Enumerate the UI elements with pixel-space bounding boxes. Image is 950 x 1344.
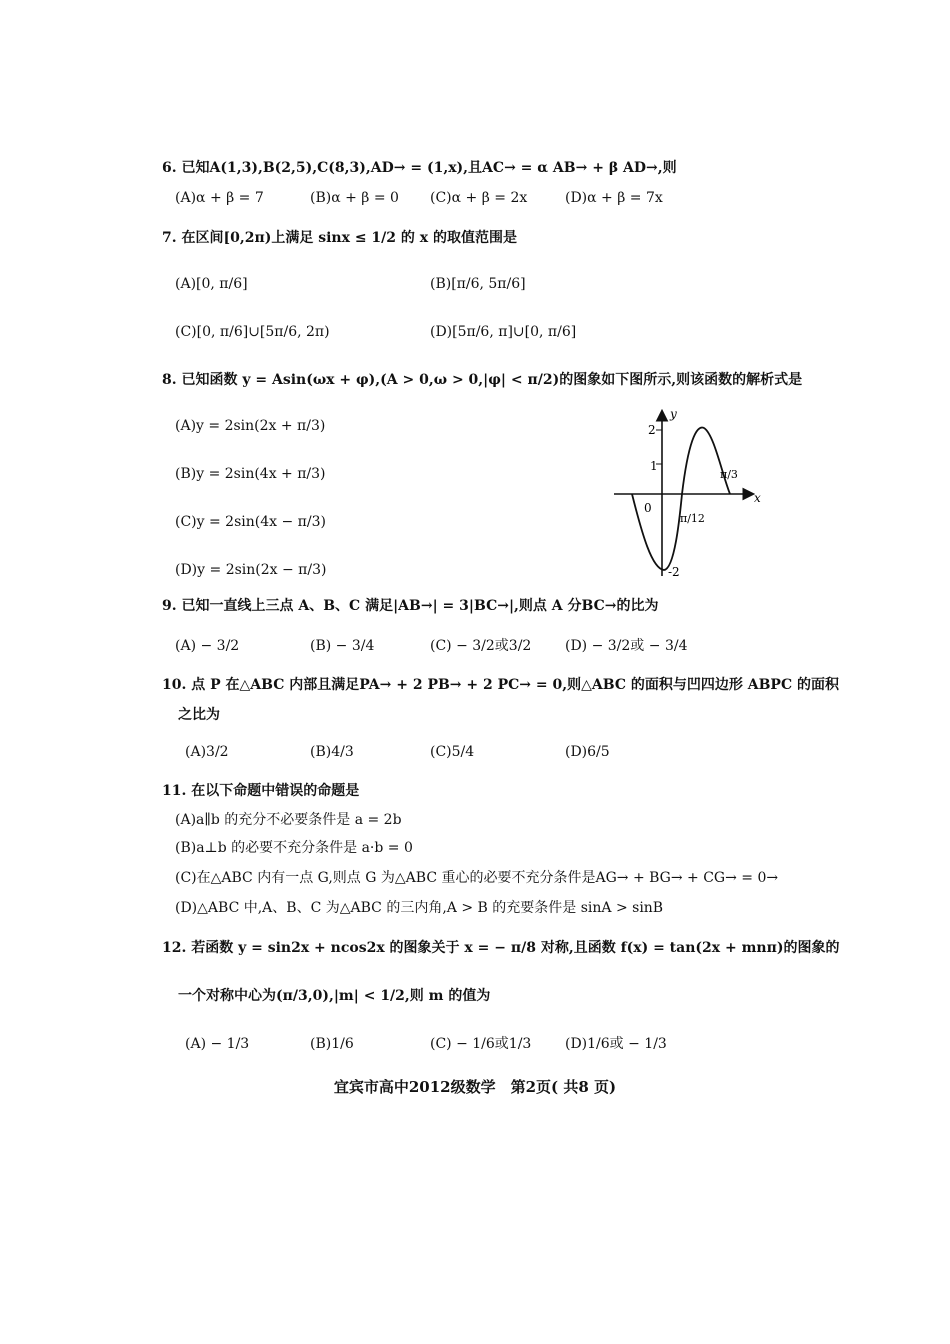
question-6-option-d: (D)α + β = 7x — [565, 190, 663, 206]
question-11-option-b: (B)a⊥b 的必要不充分条件是 a·b = 0 — [175, 840, 413, 856]
sine-curve — [632, 428, 730, 570]
question-10-option-d: (D)6/5 — [565, 744, 610, 760]
question-6-option-b: (B)α + β = 0 — [310, 190, 399, 206]
question-8-stem: 8. 已知函数 y = Asin(ωx + φ),(A > 0,ω > 0,|φ| < π/2)的图象如下图所示,则该函数的解析式是 — [162, 372, 803, 388]
sine-graph — [612, 404, 772, 584]
question-10-stem: 10. 点 P 在△ABC 内部且满足PA→ + 2 PB→ + 2 PC→ = 0,则△ABC 的面积与凹四边形 ABPC 的面积 — [162, 677, 839, 693]
question-9-option-b: (B) − 3/4 — [310, 638, 375, 654]
question-12-option-b: (B)1/6 — [310, 1036, 354, 1052]
question-6-option-c: (C)α + β = 2x — [430, 190, 528, 206]
question-11-option-c: (C)在△ABC 内有一点 G,则点 G 为△ABC 重心的必要不充分条件是AG→ + BG→ + CG→ = 0→ — [175, 870, 779, 886]
question-10-option-a: (A)3/2 — [185, 744, 229, 760]
question-6-option-a: (A)α + β = 7 — [175, 190, 264, 206]
question-8-option-a: (A)y = 2sin(2x + π/3) — [175, 418, 326, 434]
question-11-stem: 11. 在以下命题中错误的命题是 — [162, 783, 360, 799]
y-axis-label: y — [670, 407, 677, 421]
question-8-option-b: (B)y = 2sin(4x + π/3) — [175, 466, 326, 482]
question-9-option-a: (A) − 3/2 — [175, 638, 240, 654]
tick-label-1: 1 — [650, 459, 658, 473]
page-footer: 宜宾市高中2012级数学 第2页( 共8 页) — [333, 1078, 617, 1096]
question-6-stem: 6. 已知A(1,3),B(2,5),C(8,3),AD→ = (1,x),且AC→ = α AB→ + β AD→,则 — [162, 160, 677, 176]
origin-label: 0 — [644, 501, 652, 515]
question-10-stem-continued: 之比为 — [178, 707, 220, 723]
question-7-option-b: (B)[π/6, 5π/6] — [430, 276, 526, 292]
question-11-option-d: (D)△ABC 中,A、B、C 为△ABC 的三内角,A > B 的充要条件是 sinA > sinB — [175, 900, 664, 916]
question-12-stem: 12. 若函数 y = sin2x + ncos2x 的图象关于 x = − π/8 对称,且函数 f(x) = tan(2x + mnπ)的图象的 — [162, 940, 840, 956]
question-9-option-d: (D) − 3/2或 − 3/4 — [565, 638, 688, 654]
question-12-option-a: (A) − 1/3 — [185, 1036, 250, 1052]
question-9-option-c: (C) − 3/2或3/2 — [430, 638, 532, 654]
question-8-option-c: (C)y = 2sin(4x − π/3) — [175, 514, 326, 530]
question-7-stem: 7. 在区间[0,2π)上满足 sinx ≤ 1/2 的 x 的取值范围是 — [162, 230, 517, 246]
question-11-option-a: (A)a∥b 的充分不必要条件是 a = 2b — [175, 812, 402, 828]
question-8-option-d: (D)y = 2sin(2x − π/3) — [175, 562, 327, 578]
question-7-option-a: (A)[0, π/6] — [175, 276, 248, 292]
question-12-stem-continued: 一个对称中心为(π/3,0),|m| < 1/2,则 m 的值为 — [178, 988, 491, 1004]
question-7-option-c: (C)[0, π/6]∪[5π/6, 2π) — [175, 324, 330, 340]
tick-label-neg2: -2 — [668, 565, 680, 579]
mark-pi-over-12: π/12 — [680, 512, 705, 525]
x-axis-label: x — [754, 491, 761, 505]
question-7-option-d: (D)[5π/6, π]∪[0, π/6] — [430, 324, 577, 340]
question-10-option-b: (B)4/3 — [310, 744, 354, 760]
mark-pi-over-3: π/3 — [720, 468, 738, 481]
question-9-stem: 9. 已知一直线上三点 A、B、C 满足|AB→| = 3|BC→|,则点 A 分BC→的比为 — [162, 598, 659, 614]
question-10-option-c: (C)5/4 — [430, 744, 475, 760]
question-12-option-d: (D)1/6或 − 1/3 — [565, 1036, 667, 1052]
question-12-option-c: (C) − 1/6或1/3 — [430, 1036, 532, 1052]
tick-label-2: 2 — [648, 423, 656, 437]
